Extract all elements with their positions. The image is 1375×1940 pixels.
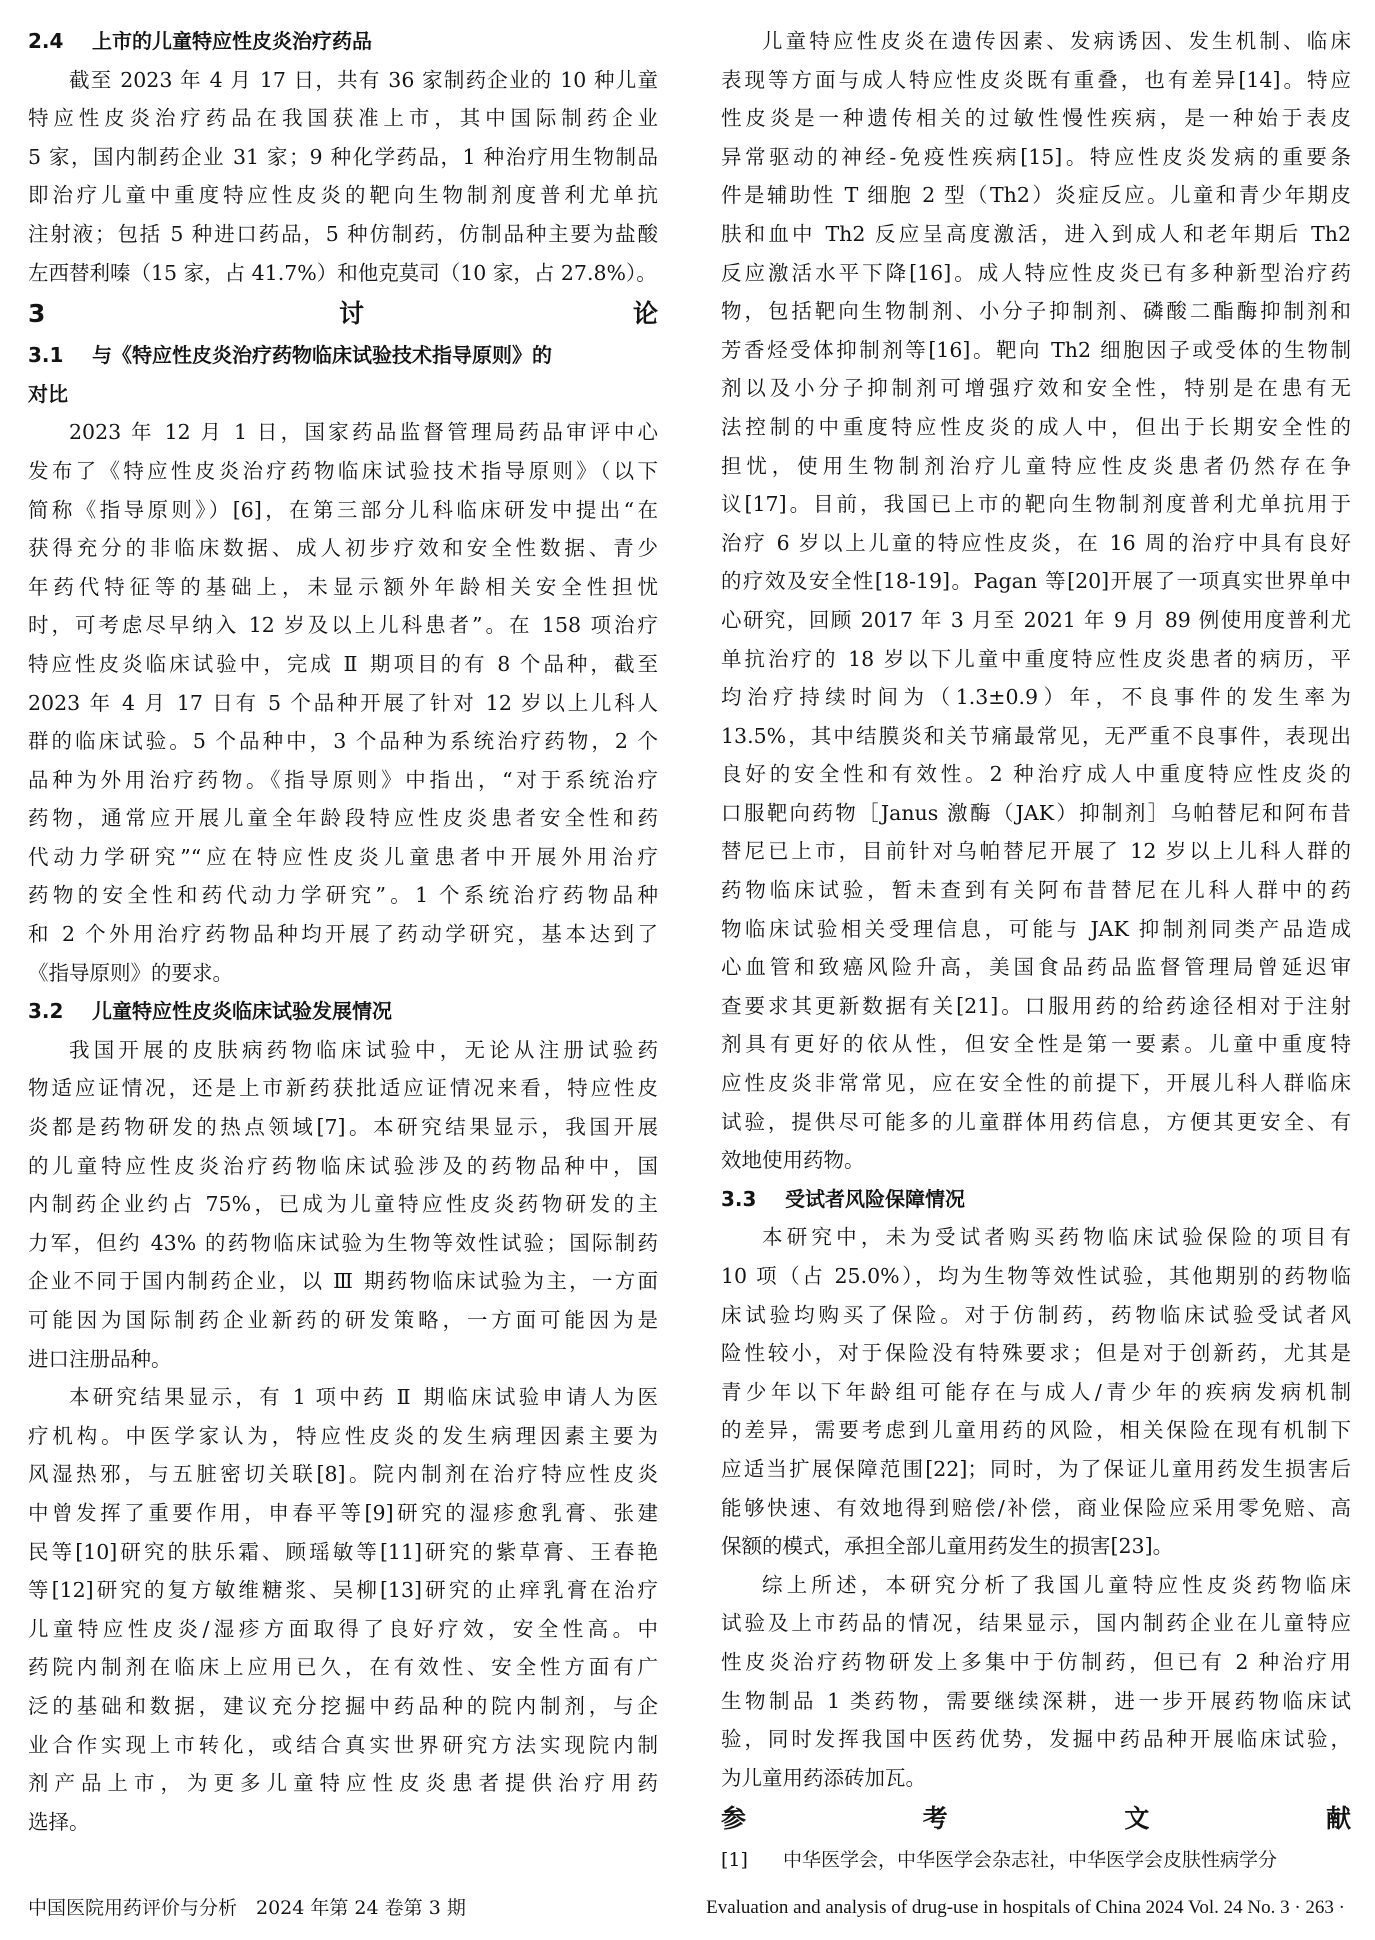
- body-text-line: 性皮炎治疗药物研发上多集中于仿制药，但已有 2 种治疗用: [721, 1649, 1351, 1674]
- body-text-line: 单抗治疗的 18 岁以下儿童中重度特应性皮炎患者的病历，平: [721, 646, 1351, 671]
- reference-text: 中华医学会，中华医学会杂志社，中华医学会皮肤性病学分: [783, 1849, 1278, 1872]
- body-text-line: 剂产品上市，为更多儿童特应性皮炎患者提供治疗用药: [28, 1771, 658, 1796]
- body-text-line: 的差异，需要考虑到儿童用药的风险，相关保险在现有机制下: [721, 1418, 1351, 1443]
- body-text-line: 本研究结果显示，有 1 项中药 Ⅱ 期临床试验申请人为医: [69, 1385, 658, 1410]
- body-text-line: 件是辅助性 T 细胞 2 型（Th2）炎症反应。儿童和青少年期皮: [721, 183, 1351, 208]
- body-text-line: 左西替利嗪（15 家，占 41.7%）和他克莫司（10 家，占 27.8%）。: [28, 260, 657, 285]
- body-text-line: 药物临床试验，暂未查到有关阿布昔替尼在儿科人群中的药: [721, 878, 1351, 903]
- body-text-line: 异常驱动的神经-免疫性疾病[15]。特应性皮炎发病的重要条: [721, 144, 1351, 169]
- section-number: 3.1: [28, 343, 64, 368]
- body-text-line: 进口注册品种。: [28, 1346, 172, 1371]
- body-text-line: 物临床试验相关受理信息，可能与 JAK 抑制剂同类产品造成: [721, 916, 1351, 941]
- body-text-line: 均治疗持续时间为（1.3±0.9）年，不良事件的发生率为: [721, 685, 1351, 710]
- body-text-line: 良好的安全性和有效性。2 种治疗成人中重度特应性皮炎的: [721, 762, 1351, 787]
- body-text-line: 试验及上市药品的情况，结果显示，国内制药企业在儿童特应: [721, 1611, 1351, 1636]
- section-title: 参考文献: [721, 1804, 1351, 1834]
- body-text-line: 可能因为国际制药企业新药的研发策略，一方面可能因为是: [28, 1308, 658, 1332]
- body-text-line: 心研究，回顾 2017 年 3 月至 2021 年 9 月 89 例使用度普利尤: [721, 607, 1351, 632]
- section-number: 3.3: [721, 1186, 757, 1211]
- body-text-line: 试验，提供尽可能多的儿童群体用药信息，方便其更安全、有: [721, 1109, 1351, 1134]
- right-column: [721, 22, 1351, 1880]
- body-text-line: 炎都是药物研发的热点领域[7]。本研究结果显示，我国开展: [28, 1115, 658, 1140]
- body-text-line: 内制药企业约占 75%，已成为儿童特应性皮炎药物研发的主: [28, 1192, 658, 1217]
- body-text-line: 芳香烃受体抑制剂等[16]。靶向 Th2 细胞因子或受体的生物制: [721, 337, 1351, 362]
- body-text-line: 险性较小，对于保险没有特殊要求；但是对于创新药，尤其是: [721, 1341, 1351, 1366]
- body-text-line: 表现等方面与成人特应性皮炎既有重叠，也有差异[14]。特应: [721, 67, 1351, 92]
- section-heading: [721, 1180, 1351, 1219]
- body-text-line: 年药代特征等的基础上，未显示额外年龄相关安全性担忧: [28, 574, 658, 599]
- body-text-line: 我国开展的皮肤病药物临床试验中，无论从注册试验药: [69, 1037, 658, 1062]
- body-text-line: 疗机构。中医学家认为，特应性皮炎的发生病理因素主要为: [28, 1423, 658, 1448]
- body-text-line: 获得充分的非临床数据、成人初步疗效和安全性数据、青少: [28, 536, 658, 561]
- body-text-line: 替尼已上市，目前针对乌帕替尼开展了 12 岁以上儿科人群的: [721, 839, 1351, 864]
- body-text-line: 药物，通常应开展儿童全年龄段特应性皮炎患者安全性和药: [28, 806, 658, 831]
- body-text-line: 剂以及小分子抑制剂可增强疗效和安全性，特别是在患有无: [721, 376, 1351, 401]
- body-text-line: 担忧，使用生物制剂治疗儿童特应性皮炎患者仍然存在争: [721, 453, 1351, 478]
- body-text-line: 民等[10]研究的肤乐霜、顾瑶敏等[11]研究的紫草膏、王春艳: [28, 1539, 658, 1564]
- body-text-line: 床试验均购买了保险。对于仿制药，药物临床试验受试者风: [721, 1302, 1351, 1327]
- body-text-line: 2023 年 4 月 17 日有 5 个品种开展了针对 12 岁以上儿科人: [28, 690, 658, 715]
- section-heading: [28, 375, 658, 414]
- body-text-line: 10 项（占 25.0%），均为生物等效性试验，其他期别的药物临: [721, 1264, 1351, 1288]
- body-text-line: 为儿童用药添砖加瓦。: [721, 1765, 926, 1790]
- body-text-line: 简称《指导原则》）[6]，在第三部分儿科临床研发中提出“在: [28, 497, 658, 522]
- body-text-line: 效地使用药物。: [721, 1148, 865, 1173]
- section-title: 对比: [28, 381, 68, 406]
- section-title: 受试者风险保障情况: [785, 1186, 965, 1211]
- body-text-line: 中曾发挥了重要作用，申春平等[9]研究的湿疹愈乳膏、张建: [28, 1500, 658, 1525]
- body-text-line: 品种为外用治疗药物。《指导原则》中指出，“对于系统治疗: [28, 767, 658, 792]
- body-text-line: 5 家，国内制药企业 31 家；9 种化学药品，1 种治疗用生物制品: [28, 144, 658, 169]
- section-title: 儿童特应性皮炎临床试验发展情况: [92, 999, 392, 1024]
- body-text-line: 截至 2023 年 4 月 17 日，共有 36 家制药企业的 10 种儿童: [69, 67, 658, 92]
- body-text-line: 企业不同于国内制药企业，以 Ⅲ 期药物临床试验为主，一方面: [28, 1269, 658, 1294]
- body-text-line: 儿童特应性皮炎/湿疹方面取得了良好疗效，安全性高。中: [28, 1616, 658, 1641]
- body-text-line: 发布了《特应性皮炎治疗药物临床试验技术指导原则》（以下: [28, 458, 658, 483]
- body-text-line: 13.5%，其中结膜炎和关节痛最常见，无严重不良事件，表现出: [721, 723, 1351, 748]
- reference-entry: [721, 1841, 1351, 1880]
- body-text-line: 儿童特应性皮炎在遗传因素、发病诱因、发生机制、临床: [762, 29, 1351, 53]
- body-text-line: 选择。: [28, 1809, 90, 1834]
- body-text-line: 物，包括靶向生物制剂、小分子抑制剂、磷酸二酯酶抑制剂和: [721, 299, 1351, 324]
- section-title: 上市的儿童特应性皮炎治疗药品: [92, 29, 372, 53]
- body-text-line: 生物制品 1 类药物，需要继续深耕，进一步开展药物临床试: [721, 1688, 1351, 1713]
- body-text-line: 2023 年 12 月 1 日，国家药品监督管理局药品审评中心: [69, 420, 658, 445]
- body-text-line: 群的临床试验。5 个品种中，3 个品种为系统治疗药物，2 个: [28, 729, 658, 754]
- body-text-line: 的儿童特应性皮炎治疗药物临床试验涉及的药物品种中，国: [28, 1153, 658, 1178]
- body-text-line: 本研究中，未为受试者购买药物临床试验保险的项目有: [762, 1225, 1351, 1250]
- body-text-line: 即治疗儿童中重度特应性皮炎的靶向生物制剂度普利尤单抗: [28, 183, 658, 208]
- left-column: [28, 22, 658, 1841]
- body-text-line: 保额的模式，承担全部儿童用药发生的损害[23]。: [721, 1534, 1174, 1559]
- body-text-line: 口服靶向药物［Janus 激酶（JAK）抑制剂］乌帕替尼和阿布昔: [721, 800, 1351, 825]
- body-text-line: 性皮炎是一种遗传相关的过敏性慢性疾病，是一种始于表皮: [721, 106, 1351, 131]
- body-text-line: 能够快速、有效地得到赔偿/补偿，商业保险应采用零免赔、高: [721, 1495, 1351, 1520]
- body-text-line: 《指导原则》的要求。: [28, 960, 233, 985]
- body-text-line: 验，同时发挥我国中医药优势，发掘中药品种开展临床试验，: [721, 1727, 1351, 1752]
- section-number: 3.2: [28, 999, 64, 1024]
- section-heading: [28, 292, 658, 336]
- section-heading: [28, 336, 658, 375]
- body-text-line: 特应性皮炎临床试验中，完成 Ⅱ 期项目的有 8 个品种，截至: [28, 651, 658, 676]
- body-text-line: 注射液；包括 5 种进口药品，5 种仿制药，仿制品种主要为盐酸: [28, 221, 658, 246]
- section-heading: [28, 992, 658, 1031]
- body-text-line: 药物的安全性和药代动力学研究”。1 个系统治疗药物品种: [28, 883, 658, 908]
- section-title: 讨论: [70, 299, 658, 329]
- section-heading: [721, 1797, 1351, 1841]
- journal-footer-en: Evaluation and analysis of drug-use in hospitals of China 2024 Vol. 24 No. 3 · 263 ·: [706, 1897, 1345, 1918]
- body-text-line: 剂具有更好的依从性，但安全性是第一要素。儿童中重度特: [721, 1032, 1351, 1057]
- body-text-line: 青少年以下年龄组可能存在与成人/青少年的疾病发病机制: [721, 1379, 1351, 1404]
- body-text-line: 治疗 6 岁以上儿童的特应性皮炎，在 16 周的治疗中具有良好: [721, 530, 1351, 555]
- body-text-line: 物适应证情况，还是上市新药获批适应证情况来看，特应性皮: [28, 1076, 658, 1101]
- body-text-line: 业合作实现上市转化，或结合真实世界研究方法实现院内制: [28, 1732, 658, 1757]
- body-text-line: 时，可考虑尽早纳入 12 岁及以上儿科患者”。在 158 项治疗: [28, 613, 658, 638]
- body-text-line: 特应性皮炎治疗药品在我国获准上市，其中国际制药企业: [28, 106, 658, 131]
- body-text-line: 和 2 个外用治疗药物品种均开展了药动学研究，基本达到了: [28, 922, 658, 947]
- body-text-line: 法控制的中重度特应性皮炎的成人中，但出于长期安全性的: [721, 414, 1351, 439]
- body-text-line: 代动力学研究”“应在特应性皮炎儿童患者中开展外用治疗: [28, 844, 658, 869]
- body-text-line: 查要求其更新数据有关[21]。口服用药的给药途径相对于注射: [721, 993, 1351, 1018]
- body-text-line: 药院内制剂在临床上应用已久，在有效性、安全性方面有广: [28, 1655, 658, 1680]
- section-title: 与《特应性皮炎治疗药物临床试验技术指导原则》的: [92, 343, 552, 368]
- body-text-line: 反应激活水平下降[16]。成人特应性皮炎已有多种新型治疗药: [721, 260, 1351, 285]
- section-number: 3: [28, 299, 46, 329]
- body-text-line: 等[12]研究的复方敏维糖浆、吴柳[13]研究的止痒乳膏在治疗: [28, 1578, 658, 1603]
- body-text-line: 综上所述，本研究分析了我国儿童特应性皮炎药物临床: [762, 1572, 1351, 1597]
- body-text-line: 心血管和致癌风险升高，美国食品药品监督管理局曾延迟审: [721, 955, 1351, 980]
- body-text-line: 应性皮炎非常常见，应在安全性的前提下，开展儿科人群临床: [721, 1071, 1351, 1096]
- section-heading: [28, 22, 658, 61]
- body-text-line: 力军，但约 43% 的药物临床试验为生物等效性试验；国际制药: [28, 1230, 658, 1255]
- body-text-line: 议[17]。目前，我国已上市的靶向生物制剂度普利尤单抗用于: [721, 492, 1351, 517]
- body-text-line: 泛的基础和数据，建议充分挖掘中药品种的院内制剂，与企: [28, 1693, 658, 1718]
- body-text-line: 的疗效及安全性[18-19]。Pagan 等[20]开展了一项真实世界单中: [721, 569, 1351, 594]
- section-number: 2.4: [28, 29, 64, 53]
- body-text-line: 风湿热邪，与五脏密切关联[8]。院内制剂在治疗特应性皮炎: [28, 1462, 658, 1487]
- reference-number: [1]: [721, 1849, 748, 1872]
- journal-footer-cn: 中国医院用药评价与分析 2024 年第 24 卷第 3 期: [28, 1897, 466, 1919]
- body-text-line: 应适当扩展保障范围[22]；同时，为了保证儿童用药发生损害后: [721, 1456, 1351, 1481]
- body-text-line: 肤和血中 Th2 反应呈高度激活，进入到成人和老年期后 Th2: [721, 221, 1351, 246]
